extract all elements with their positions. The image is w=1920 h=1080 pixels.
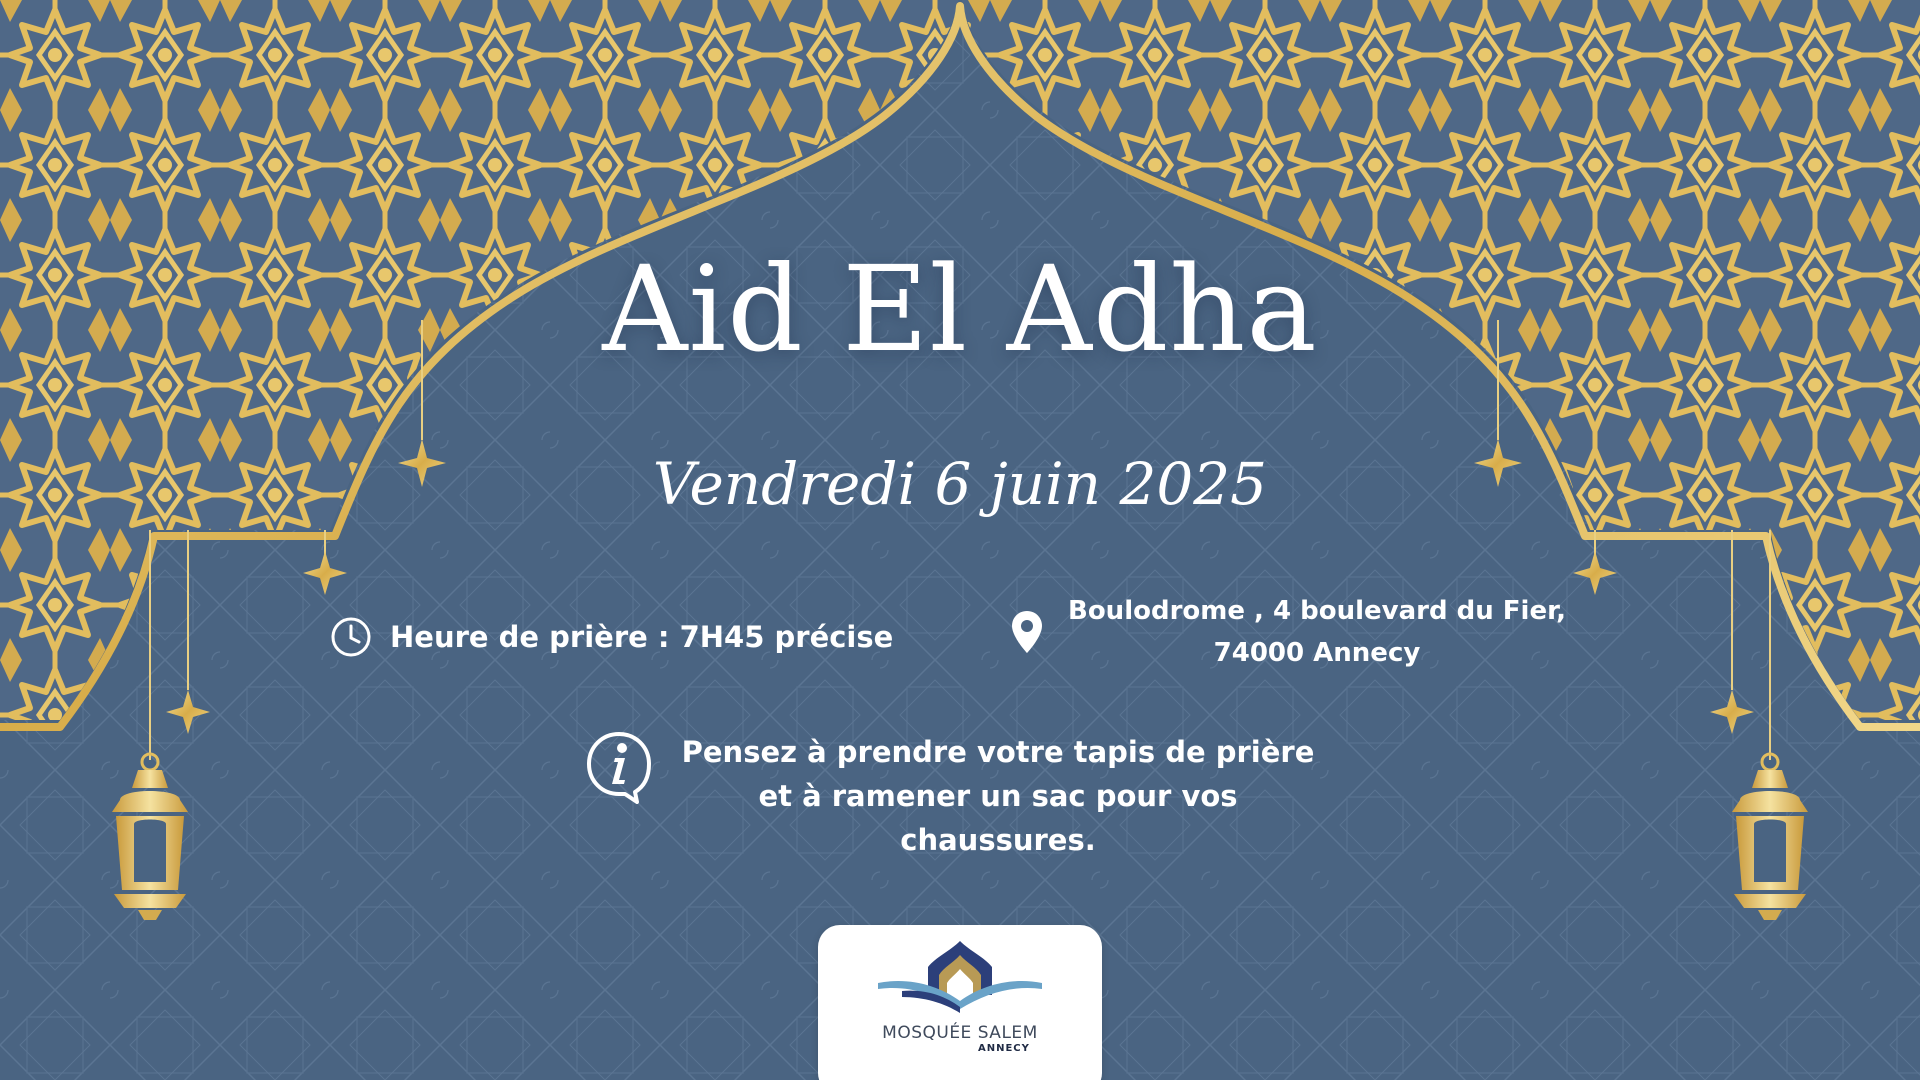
mosque-logo-icon xyxy=(818,925,1102,1025)
mosque-name: MOSQUÉE SALEM xyxy=(882,1023,1038,1043)
location-line-1: Boulodrome , 4 boulevard du Fier, xyxy=(1068,596,1566,626)
location-text xyxy=(1068,590,1566,674)
reminder-line-1: Pensez à prendre votre tapis de prière xyxy=(681,735,1315,769)
reminder-note xyxy=(585,730,1345,862)
event-title: Aid El Adha xyxy=(602,240,1318,378)
reminder-line-3: chaussures. xyxy=(900,823,1096,857)
reminder-text xyxy=(673,730,1323,862)
prayer-time-text: Heure de prière : 7H45 précise xyxy=(390,620,894,654)
reminder-line-2: et à ramener un sac pour vos xyxy=(758,779,1238,813)
prayer-time-row xyxy=(330,612,893,662)
info-bubble-icon xyxy=(585,730,653,804)
mosque-city: ANNECY xyxy=(978,1043,1030,1054)
clock-icon xyxy=(330,616,372,658)
location-line-2: 74000 Annecy xyxy=(1213,638,1421,668)
location-row xyxy=(1010,590,1590,674)
location-pin-icon xyxy=(1010,609,1044,655)
event-date: Vendredi 6 juin 2025 xyxy=(652,450,1268,518)
mosque-logo-card xyxy=(818,925,1102,1080)
